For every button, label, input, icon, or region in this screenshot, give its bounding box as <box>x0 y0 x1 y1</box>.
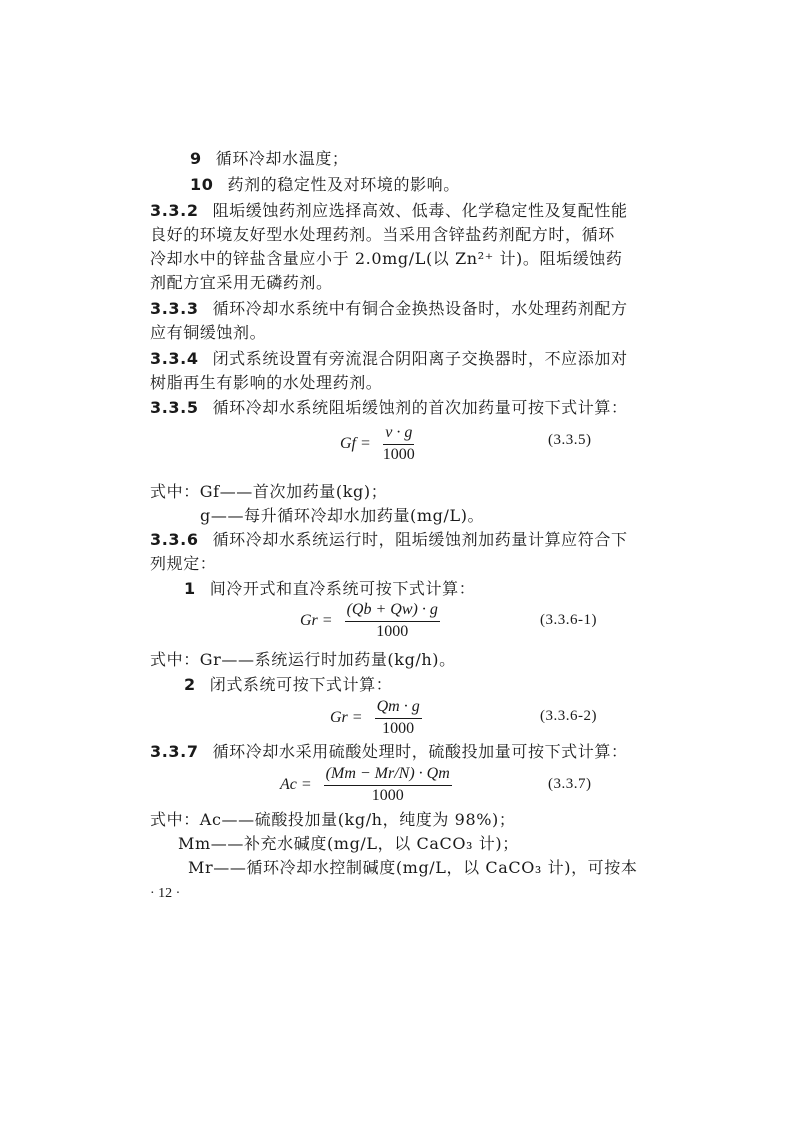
clause-number: 3.3.6 <box>150 530 199 549</box>
item-number: 1 <box>184 579 196 598</box>
clause-number: 3.3.3 <box>150 299 199 318</box>
fraction <box>345 601 440 641</box>
clause-number: 3.3.5 <box>150 398 199 417</box>
clause-3-3-2 <box>150 201 628 221</box>
denominator: 1000 <box>382 720 415 737</box>
clause-text: 循环冷却水采用硫酸处理时，硫酸投加量可按下式计算： <box>212 742 628 761</box>
equation-number: (3.3.6-2) <box>540 708 597 724</box>
clause-number: 3.3.7 <box>150 742 199 761</box>
equation-3-3-7 <box>280 765 452 805</box>
clause-line: 剂配方宜采用无磷药剂。 <box>150 273 333 292</box>
list-item-10 <box>190 175 460 195</box>
clause-3-3-5 <box>150 398 628 418</box>
item-text: 药剂的稳定性及对环境的影响。 <box>227 175 460 194</box>
page-number: · 12 · <box>150 886 181 901</box>
clause-line: 列规定： <box>150 554 217 573</box>
list-item-9 <box>190 149 349 169</box>
equation-3-3-5 <box>340 424 415 464</box>
clause-number: 3.3.2 <box>150 201 199 220</box>
fraction <box>324 765 452 805</box>
definition-line: 式中：Ac——硫酸投加量(kg/h，纯度为 98%)； <box>150 810 516 829</box>
numerator: (Mm − Mr/N) · Qm <box>324 765 452 786</box>
denominator: 1000 <box>376 623 409 640</box>
denominator: 1000 <box>371 787 404 804</box>
clause-number: 3.3.4 <box>150 349 199 368</box>
clause-line: 良好的环境友好型水处理药剂。当采用含锌盐药剂配方时，循环 <box>150 225 615 244</box>
item-text: 循环冷却水温度； <box>215 149 349 168</box>
clause-text: 闭式系统设置有旁流混合阴阳离子交换器时，不应添加对 <box>212 349 628 368</box>
fraction <box>375 698 422 738</box>
definition-line: Mm——补充水碱度(mg/L，以 CaCO₃ 计)； <box>178 834 519 853</box>
item-text: 闭式系统可按下式计算： <box>209 675 393 694</box>
definition-line: g——每升循环冷却水加药量(mg/L)。 <box>200 506 485 525</box>
clause-line: 冷却水中的锌盐含量应小于 2.0mg/L(以 Zn²⁺ 计)。阻垢缓蚀药 <box>150 249 623 268</box>
equation-lhs: Gr = <box>300 612 333 629</box>
item-number: 2 <box>184 675 196 694</box>
fraction <box>383 424 415 464</box>
definition-line: 式中：Gf——首次加药量(kg)； <box>150 482 388 501</box>
equation-number: (3.3.6-1) <box>540 612 597 628</box>
clause-line: 树脂再生有影响的水处理药剂。 <box>150 373 383 392</box>
definition-line: Mr——循环冷却水控制碱度(mg/L，以 CaCO₃ 计)，可按本 <box>188 858 638 877</box>
clause-3-3-6 <box>150 530 628 550</box>
numerator: (Qb + Qw) · g <box>345 601 440 622</box>
equation-number: (3.3.5) <box>548 432 592 448</box>
clause-line: 应有铜缓蚀剂。 <box>150 323 267 342</box>
clause-3-3-4 <box>150 349 628 369</box>
equation-lhs: Ac = <box>280 776 312 793</box>
item-number: 10 <box>190 175 214 194</box>
clause-3-3-3 <box>150 299 628 319</box>
item-number: 9 <box>190 149 202 168</box>
clause-text: 循环冷却水系统阻垢缓蚀剂的首次加药量可按下式计算： <box>212 398 628 417</box>
numerator: v · g <box>383 424 414 445</box>
list-item-2 <box>184 675 392 695</box>
equation-3-3-6-1 <box>300 601 440 641</box>
equation-number: (3.3.7) <box>548 776 592 792</box>
list-item-1 <box>184 579 475 599</box>
equation-lhs: Gr = <box>330 709 363 726</box>
numerator: Qm · g <box>375 698 422 719</box>
clause-text: 循环冷却水系统中有铜合金换热设备时，水处理药剂配方 <box>212 299 628 318</box>
clause-text: 循环冷却水系统运行时，阻垢缓蚀剂加药量计算应符合下 <box>212 530 628 549</box>
denominator: 1000 <box>382 446 415 463</box>
equation-lhs: Gf = <box>340 435 371 452</box>
clause-text: 阻垢缓蚀药剂应选择高效、低毒、化学稳定性及复配性能 <box>212 201 628 220</box>
clause-3-3-7 <box>150 742 628 762</box>
equation-3-3-6-2 <box>330 698 422 738</box>
definition-line: 式中：Gr——系统运行时加药量(kg/h)。 <box>150 650 456 669</box>
item-text: 间冷开式和直冷系统可按下式计算： <box>209 579 476 598</box>
